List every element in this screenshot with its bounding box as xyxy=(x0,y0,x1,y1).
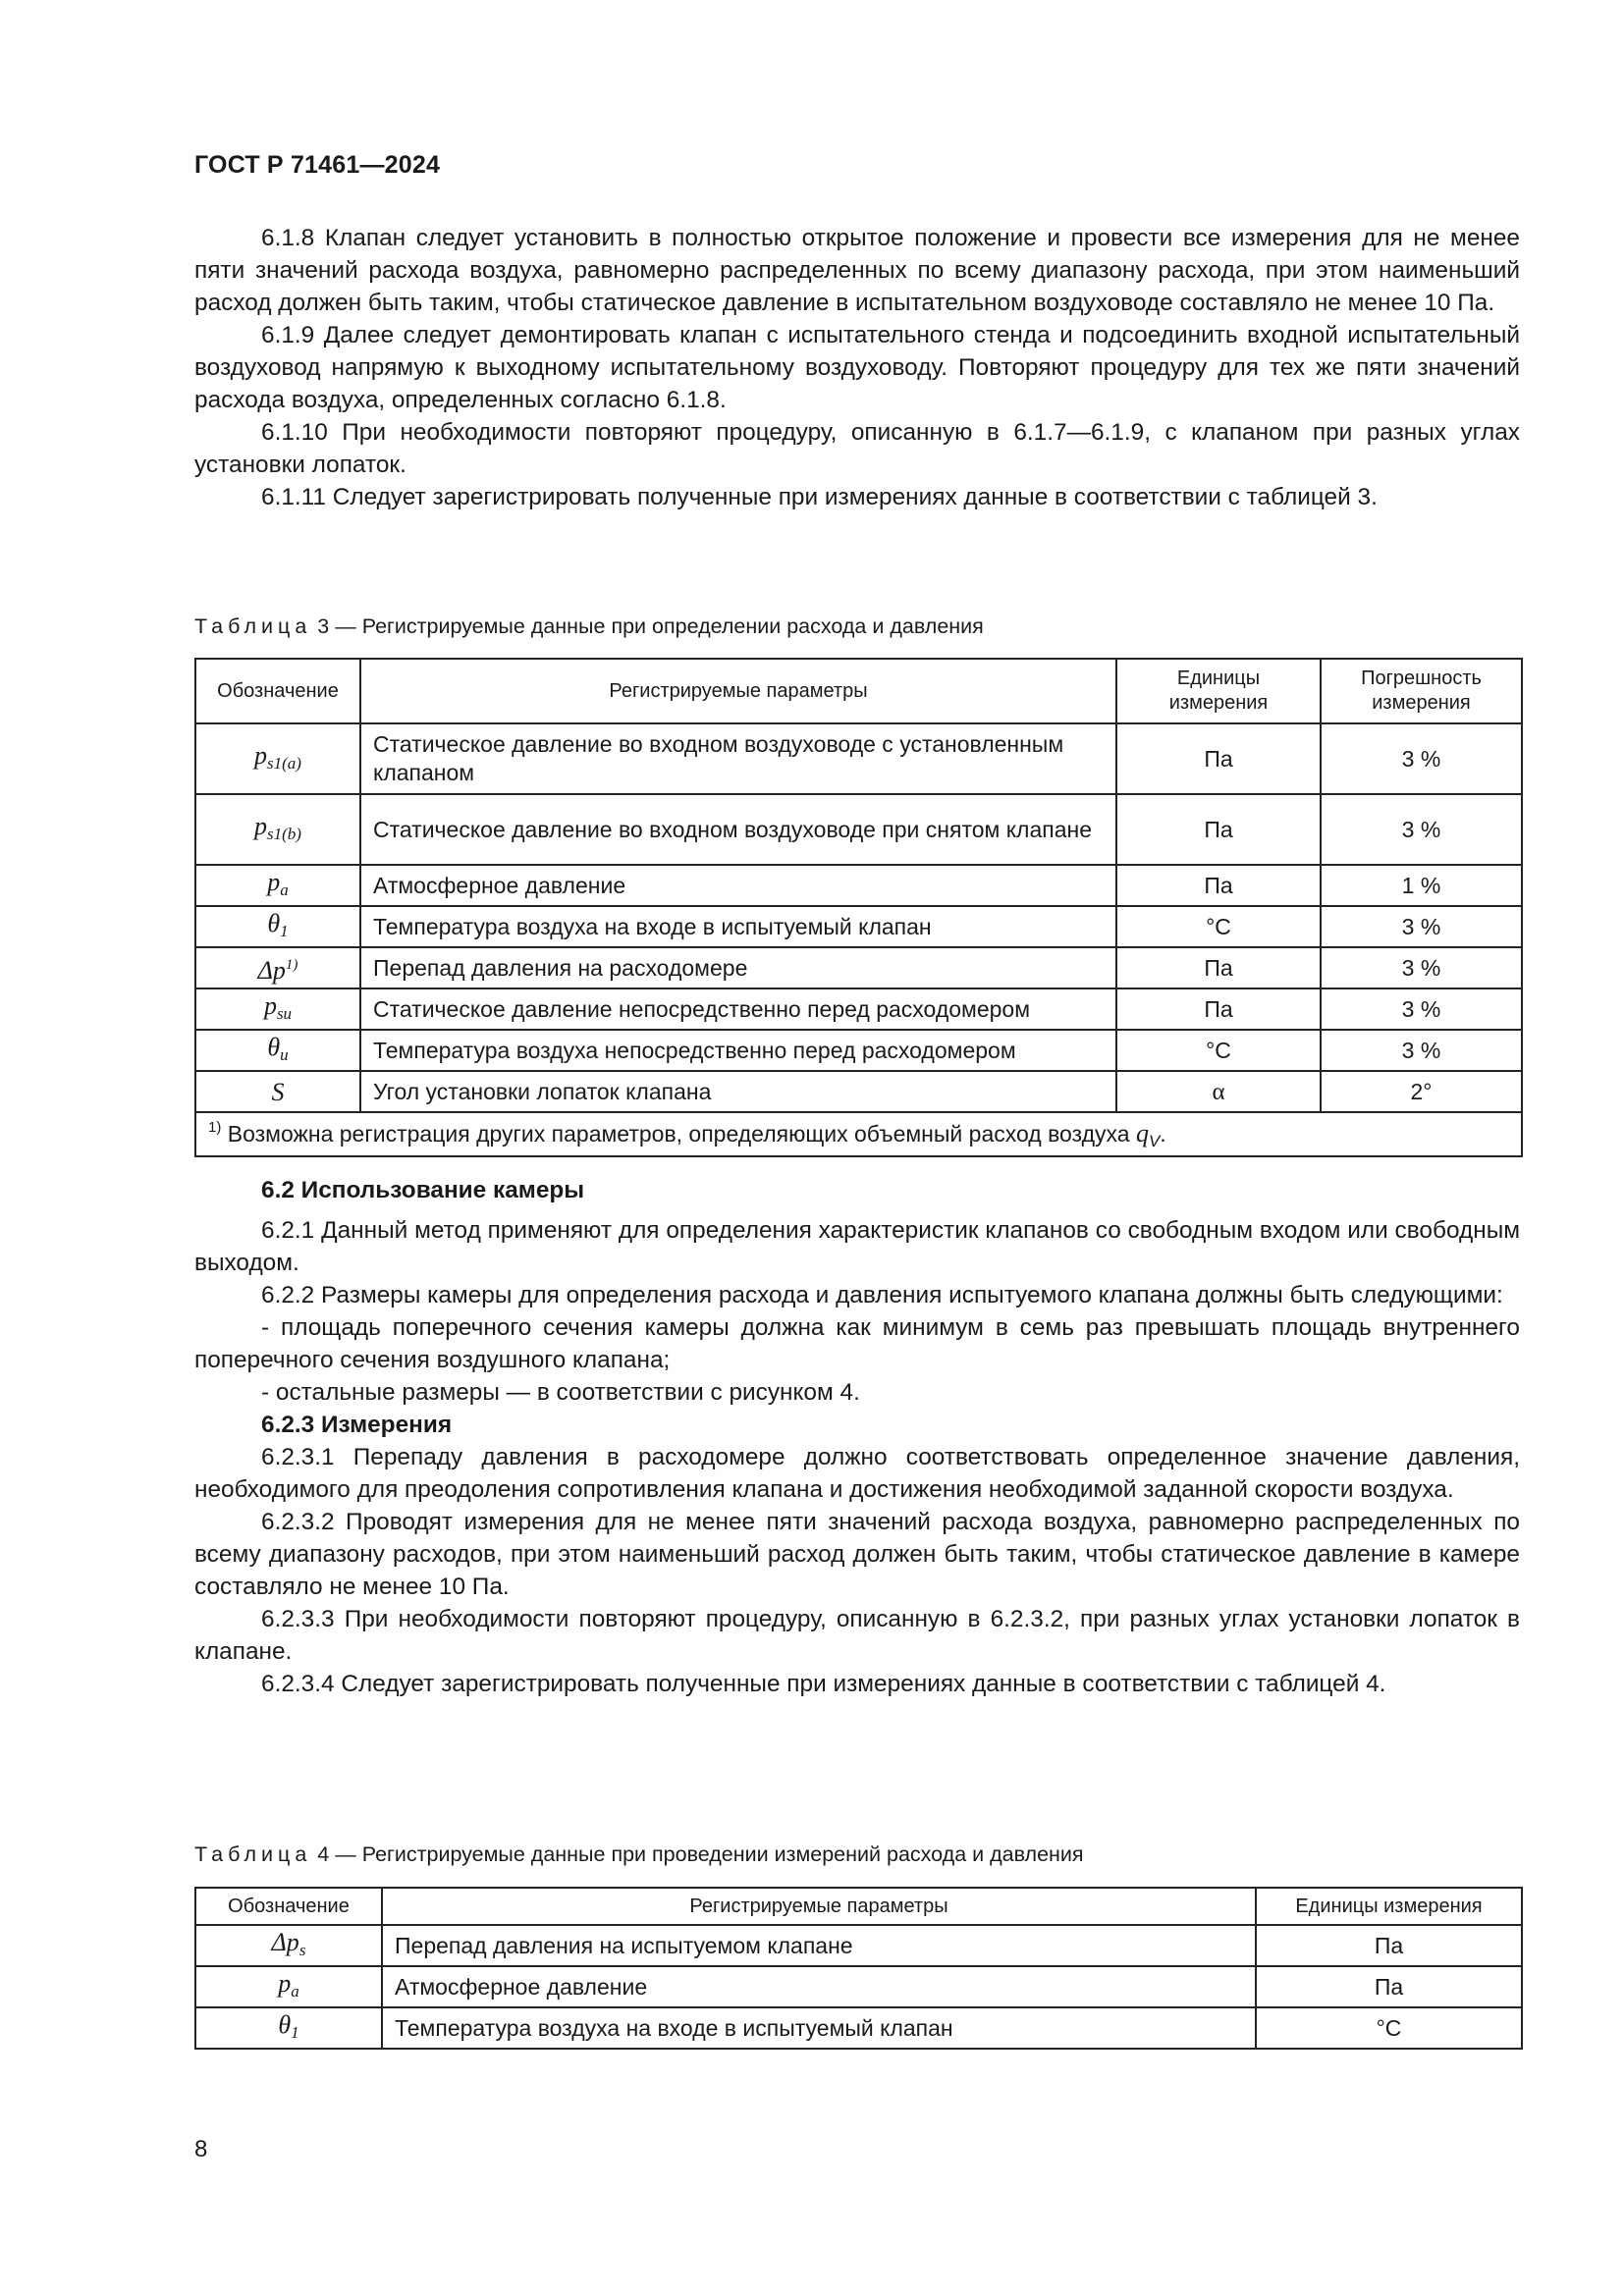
intro-section xyxy=(194,222,1520,513)
table3-header-error: Погрешность измерения xyxy=(1321,659,1522,723)
param-cell: Температура воздуха на входе в испытуемый клапан xyxy=(360,906,1116,947)
symbol-cell: $\theta_u$ xyxy=(195,1030,360,1071)
table-row xyxy=(195,947,1522,988)
error-cell: 3 % xyxy=(1321,1030,1522,1071)
table3-header-row xyxy=(195,659,1522,723)
table4-header-symbol: Обозначение xyxy=(195,1888,382,1925)
table3-header-symbol: Обозначение xyxy=(195,659,360,723)
table3-footnote: $^{1)}$ Возможна регистрация других параметров, определяющих объемный расход воздуха $q_V$. xyxy=(195,1112,1522,1156)
symbol-cell: $p_a$ xyxy=(195,865,360,906)
error-cell: 3 % xyxy=(1321,947,1522,988)
table-row xyxy=(195,1925,1522,1966)
param-cell: Атмосферное давление xyxy=(360,865,1116,906)
table4-header-unit: Единицы измерения xyxy=(1256,1888,1522,1925)
symbol-cell: $p_{s1(b)}$ xyxy=(195,794,360,865)
table4-caption-word: Таблица xyxy=(194,1842,312,1866)
unit-cell: °C xyxy=(1116,906,1321,947)
paragraph-6-2-3-2: 6.2.3.2 Проводят измерения для не менее пяти значений расхода воздуха, равномерно распределенных по всему диапазону расходов, при этом наименьший расход должен быть таким, чтобы статическое давление в камере составляло не менее 10 Па. xyxy=(194,1509,1520,1600)
symbol-cell: $\theta_1$ xyxy=(195,2007,382,2049)
heading-6-2-3: 6.2.3 Измерения xyxy=(261,1412,453,1438)
error-cell: 2° xyxy=(1321,1071,1522,1112)
symbol-cell: S xyxy=(195,1071,360,1112)
paragraph-6-1-10: 6.1.10 При необходимости повторяют процедуру, описанную в 6.1.7—6.1.9, с клапаном при разных углах установки лопаток. xyxy=(194,419,1520,478)
bullet-2: - остальные размеры — в соответствии с рисунком 4. xyxy=(261,1379,860,1406)
paragraph-6-2-3-3: 6.2.3.3 При необходимости повторяют процедуру, описанную в 6.2.3.2, при разных углах установки лопаток в клапане. xyxy=(194,1606,1520,1665)
symbol-cell: $\Delta p_s$ xyxy=(195,1925,382,1966)
table-row xyxy=(195,1030,1522,1071)
paragraph-6-2-1: 6.2.1 Данный метод применяют для определения характеристик клапанов со свободным входом или свободным выходом. xyxy=(194,1217,1520,1276)
table-3 xyxy=(194,658,1523,1157)
unit-cell: Па xyxy=(1116,723,1321,794)
paragraph-6-1-8: 6.1.8 Клапан следует установить в полностью открытое положение и провести все измерения для не менее пяти значений расхода воздуха, равномерно распределенных по всему диапазону расхода, при этом наименьший расход должен быть таким, чтобы статическое давление в испытательном воздуховоде составляло не менее 10 Па. xyxy=(194,225,1520,316)
unit-cell: °C xyxy=(1116,1030,1321,1071)
table4-header-row xyxy=(195,1888,1522,1925)
bullet-1: - площадь поперечного сечения камеры должна как минимум в семь раз превышать площадь внутреннего поперечного сечения воздушного клапана; xyxy=(194,1314,1520,1373)
param-cell: Статическое давление во входном воздуховоде при снятом клапане xyxy=(360,794,1116,865)
unit-cell: Па xyxy=(1116,794,1321,865)
table4-caption xyxy=(194,1842,1084,1867)
table-row xyxy=(195,1071,1522,1112)
param-cell: Перепад давления на расходомере xyxy=(360,947,1116,988)
table3-caption-text: 3 — Регистрируемые данные при определении расхода и давления xyxy=(311,614,984,638)
param-cell: Статическое давление во входном воздуховоде с установленным клапаном xyxy=(360,723,1116,794)
table-row xyxy=(195,794,1522,865)
table3-caption xyxy=(194,614,984,639)
param-cell: Температура воздуха на входе в испытуемый клапан xyxy=(382,2007,1256,2049)
param-cell: Перепад давления на испытуемом клапане xyxy=(382,1925,1256,1966)
unit-cell: Па xyxy=(1256,1966,1522,2007)
table4-caption-text: 4 — Регистрируемые данные при проведении измерений расхода и давления xyxy=(311,1842,1084,1866)
unit-cell: α xyxy=(1116,1071,1321,1112)
symbol-cell: $\theta_1$ xyxy=(195,906,360,947)
paragraph-6-1-11: 6.1.11 Следует зарегистрировать полученные при измерениях данные в соответствии с таблицей 3. xyxy=(261,484,1378,510)
paragraph-6-2-2: 6.2.2 Размеры камеры для определения расхода и давления испытуемого клапана должны быть следующими: xyxy=(261,1282,1503,1308)
table-row xyxy=(195,723,1522,794)
error-cell: 1 % xyxy=(1321,865,1522,906)
table-4 xyxy=(194,1887,1523,2050)
symbol-cell: $p_{su}$ xyxy=(195,988,360,1030)
symbol-cell: $p_{s1(a)}$ xyxy=(195,723,360,794)
error-cell: 3 % xyxy=(1321,906,1522,947)
unit-cell: Па xyxy=(1116,865,1321,906)
table3-note-row xyxy=(195,1112,1522,1156)
table-row xyxy=(195,906,1522,947)
error-cell: 3 % xyxy=(1321,723,1522,794)
param-cell: Статическое давление непосредственно перед расходомером xyxy=(360,988,1116,1030)
error-cell: 3 % xyxy=(1321,794,1522,865)
table-row xyxy=(195,988,1522,1030)
document-header: ГОСТ Р 71461—2024 xyxy=(194,151,441,179)
symbol-cell: $p_a$ xyxy=(195,1966,382,2007)
table3-header-unit: Единицы измерения xyxy=(1116,659,1321,723)
paragraph-6-2-3-1: 6.2.3.1 Перепаду давления в расходомере должно соответствовать определенное значение давления, необходимого для преодоления сопротивления клапана и достижения необходимой заданной скорости воздуха. xyxy=(194,1444,1520,1503)
table3-header-param: Регистрируемые параметры xyxy=(360,659,1116,723)
param-cell: Угол установки лопаток клапана xyxy=(360,1071,1116,1112)
unit-cell: °C xyxy=(1256,2007,1522,2049)
symbol-cell: $\Delta p^{1)}$ xyxy=(195,947,360,988)
param-cell: Температура воздуха непосредственно перед расходомером xyxy=(360,1030,1116,1071)
table-row xyxy=(195,865,1522,906)
param-cell: Атмосферное давление xyxy=(382,1966,1256,2007)
error-cell: 3 % xyxy=(1321,988,1522,1030)
paragraph-6-2-3-4: 6.2.3.4 Следует зарегистрировать полученные при измерениях данные в соответствии с таблицей 4. xyxy=(261,1671,1386,1697)
heading-6-2: 6.2 Использование камеры xyxy=(261,1177,585,1203)
table4-header-param: Регистрируемые параметры xyxy=(382,1888,1256,1925)
table3-caption-word: Таблица xyxy=(194,614,312,638)
page-number: 8 xyxy=(194,2136,208,2163)
unit-cell: Па xyxy=(1116,947,1321,988)
table-row xyxy=(195,2007,1522,2049)
section-6-2 xyxy=(194,1174,1520,1700)
paragraph-6-1-9: 6.1.9 Далее следует демонтировать клапан с испытательного стенда и подсоединить входной испытательный воздуховод напрямую к выходному испытательному воздуховоду. Повторяют процедуру для тех же пяти значений расхода воздуха, определенных согласно 6.1.8. xyxy=(194,322,1520,413)
unit-cell: Па xyxy=(1116,988,1321,1030)
table-row xyxy=(195,1966,1522,2007)
unit-cell: Па xyxy=(1256,1925,1522,1966)
